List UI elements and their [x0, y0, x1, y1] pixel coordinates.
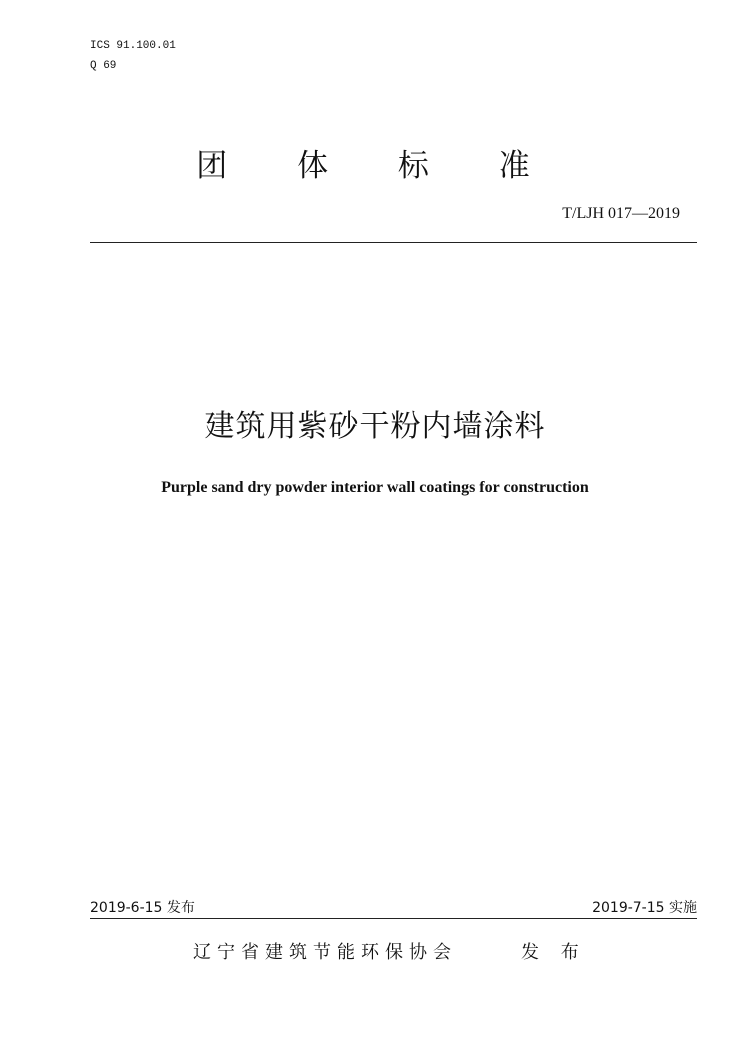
publisher-name: 辽宁省建筑节能环保协会 — [193, 942, 457, 963]
issue-date: 2019-6-15 发布 — [90, 900, 195, 916]
ccs-code: Q 69 — [90, 60, 117, 72]
publish-label: 发 布 — [521, 942, 587, 963]
document-title-en: Purple sand dry powder interior wall coatings for construction — [161, 479, 589, 496]
bottom-divider — [90, 918, 697, 919]
ics-code: ICS 91.100.01 — [90, 40, 176, 52]
top-divider — [90, 242, 697, 243]
document-title-zh: 建筑用紫砂干粉内墙涂料 — [204, 409, 546, 444]
standard-number: T/LJH 017—2019 — [562, 205, 680, 222]
standard-category-title: 团 体 标 准 — [196, 148, 560, 184]
implementation-date: 2019-7-15 实施 — [592, 900, 697, 916]
